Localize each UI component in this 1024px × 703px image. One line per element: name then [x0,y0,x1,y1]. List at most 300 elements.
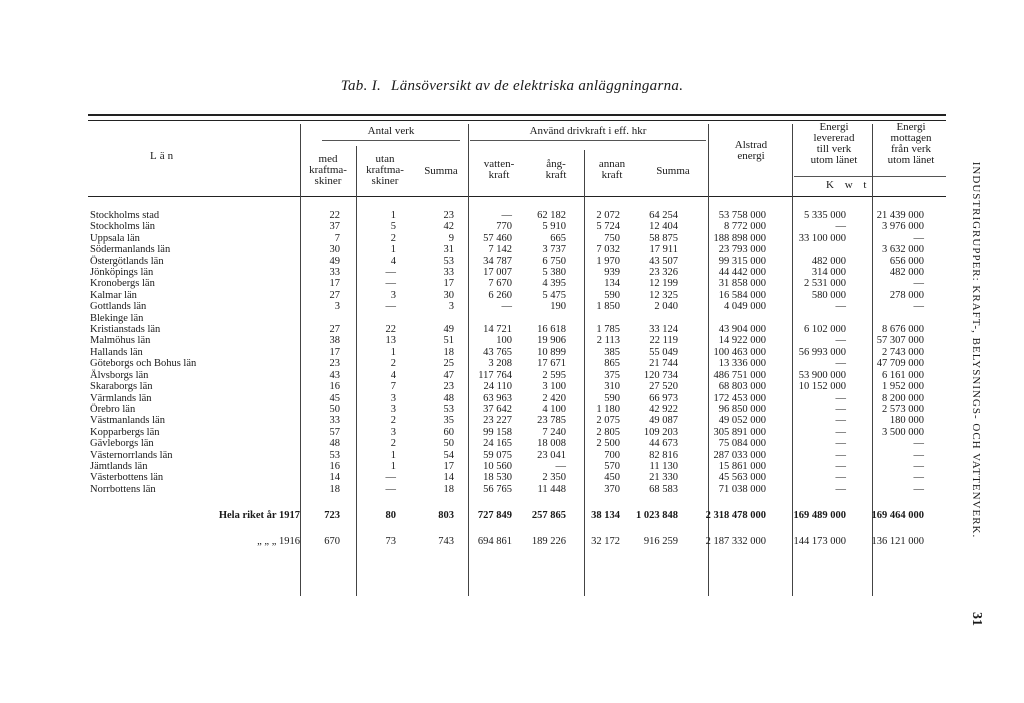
cell-mott: — [913,472,924,484]
cell-ang: 10 899 [537,346,566,358]
table-title [0,78,1024,95]
header-ang-1: ång- [546,158,566,170]
cell-ang: 2 420 [542,392,566,404]
cell-lev: 169 489 000 [793,509,846,521]
cell-utan: — [385,278,396,290]
cell-summa2: 11 130 [649,460,678,472]
cell-summa: 17 [443,278,454,290]
cell-lev: — [835,358,846,370]
county-name: Västernorrlands län [90,449,173,461]
table-row [90,427,924,438]
header-utan-3: skiner [371,175,399,187]
cell-alstrad: 96 850 000 [718,403,766,415]
cell-summa: 31 [443,244,454,256]
cell-vatten: 3 208 [488,358,512,370]
county-name: Kalmar län [90,289,137,301]
county-name: Kronobergs län [90,278,155,290]
cell-lev: — [835,483,846,495]
county-name: Jämtlands län [90,460,148,472]
cell-alstrad: 31 858 000 [718,278,766,290]
header-med-1: med [318,153,338,165]
cell-summa: 14 [443,472,454,484]
cell-mott: 8 200 000 [882,392,924,404]
cell-utan: 4 [390,369,396,381]
table-row [90,313,924,324]
cell-annan: 1 850 [596,301,620,313]
cell-lev: 580 000 [811,289,846,301]
cell-utan: 2 [390,358,396,370]
cell-med: 22 [329,210,340,221]
cell-annan: 1 785 [596,324,620,336]
header-mott-4: utom länet [887,154,935,166]
cell-lev: — [835,301,846,313]
cell-summa: 743 [438,535,454,547]
cell-alstrad: 16 584 000 [718,289,766,301]
cell-alstrad: 13 336 000 [718,358,766,370]
cell-med: 23 [329,358,340,370]
county-name: Hela riket år 1917 [218,509,300,521]
table-row [90,290,924,301]
cell-med: 45 [329,392,340,404]
header-summa-2: Summa [656,165,690,177]
cell-med: 27 [329,324,340,336]
cell-lev: — [835,438,846,450]
cell-summa2: 12 325 [649,289,678,301]
cell-mott: — [913,483,924,495]
cell-annan: 939 [604,267,620,279]
cell-alstrad: 14 922 000 [718,335,766,347]
header-mott-3: från verk [890,143,931,155]
county-name: Kristianstads län [90,324,161,336]
cell-med: 48 [329,438,340,450]
cell-annan: 590 [604,392,620,404]
cell-ang: 665 [550,232,566,244]
data-table [90,210,924,547]
county-name: „ „ „ 1916 [257,535,300,547]
cell-summa2: 82 816 [649,449,678,461]
cell-alstrad: 15 861 000 [718,460,766,472]
county-name: Örebro län [90,403,136,415]
cell-annan: 385 [604,346,620,358]
county-name: Kopparbergs län [90,426,160,438]
cell-utan: 3 [390,289,396,301]
cell-summa2: 916 259 [643,535,678,547]
header-antal-verk: Antal verk [367,125,415,137]
header-bottom-rule [88,196,946,197]
cell-alstrad: 188 898 000 [713,232,766,244]
cell-summa2: 43 507 [649,255,678,267]
top-rule-2 [88,120,946,121]
header-anvand-drivkraft: Använd drivkraft i eff. hkr [529,125,647,137]
cell-mott: 8 676 000 [882,324,924,336]
cell-lev: 10 152 000 [798,381,846,393]
cell-alstrad: 75 084 000 [718,438,766,450]
table-row [90,404,924,415]
table-row [90,301,924,312]
cell-summa: 53 [443,255,454,267]
header-lev-3: till verk [816,143,852,155]
cell-annan [566,313,620,324]
cell-annan: 2 075 [596,415,620,427]
cell-med: 43 [329,369,340,381]
cell-alstrad: 100 463 000 [713,346,766,358]
cell-alstrad: 8 772 000 [724,221,766,233]
cell-summa: 23 [443,381,454,393]
cell-annan: 1 970 [596,255,620,267]
header-lan: Län [150,150,177,162]
cell-annan: 38 134 [591,509,620,521]
cell-annan: 134 [604,278,620,290]
cell-utan: 1 [390,449,396,461]
header-med-2: kraftma- [309,164,347,176]
cell-vatten: — [501,210,512,221]
cell-lev: — [835,392,846,404]
cell-ang: 23 041 [537,449,566,461]
header-rule-unit [794,176,946,177]
cell-summa2: 23 326 [649,267,678,279]
cell-utan: 1 [390,460,396,472]
table-row [90,210,924,221]
table-row [90,472,924,483]
cell-alstrad: 305 891 000 [713,426,766,438]
table-row [90,461,924,472]
cell-summa2: 49 087 [649,415,678,427]
county-name: Uppsala län [90,232,140,244]
cell-mott: 3 632 000 [882,244,924,256]
cell-summa: 25 [443,358,454,370]
table-row [90,370,924,381]
cell-ang: 7 240 [542,426,566,438]
header-annan-2: kraft [601,169,623,181]
cell-med: 57 [329,426,340,438]
cell-vatten: — [501,301,512,313]
cell-summa2: 42 922 [649,403,678,415]
cell-utan: 7 [390,381,396,393]
cell-summa2 [620,313,678,324]
cell-summa2: 2 040 [654,301,678,313]
cell-ang [512,313,566,324]
cell-ang: 16 618 [537,324,566,336]
cell-med: 670 [324,535,340,547]
cell-alstrad: 44 442 000 [718,267,766,279]
cell-ang: 190 [550,301,566,313]
cell-annan: 700 [604,449,620,461]
county-name: Västmanlands län [90,415,165,427]
cell-summa2: 33 124 [649,324,678,336]
cell-annan: 310 [604,381,620,393]
cell-lev: 53 900 000 [798,369,846,381]
cell-summa: 23 [443,210,454,221]
cell-ang: 23 785 [537,415,566,427]
cell-mott: 47 709 000 [876,358,924,370]
cell-utan: 1 [390,346,396,358]
cell-med: 53 [329,449,340,461]
cell-mott: 3 500 000 [882,426,924,438]
cell-med: 49 [329,255,340,267]
cell-ang: 3 737 [542,244,566,256]
cell-summa [396,313,454,324]
cell-mott: 57 307 000 [876,335,924,347]
cell-lev: 2 531 000 [804,278,846,290]
header-alstrad-1: Alstrad [734,139,768,151]
county-name: Västerbottens län [90,472,164,484]
cell-summa: 51 [443,335,454,347]
county-name: Östergötlands län [90,255,164,267]
county-name: Älvsborgs län [90,369,149,381]
cell-alstrad: 287 033 000 [713,449,766,461]
cell-ang: 189 226 [531,535,566,547]
cell-mott: 656 000 [889,255,924,267]
cell-alstrad: 486 751 000 [713,369,766,381]
cell-utan: 5 [390,221,396,233]
table-row [90,324,924,335]
cell-med: 30 [329,244,340,256]
cell-utan: 73 [385,535,396,547]
cell-mott: 3 976 000 [882,221,924,233]
cell-ang: 18 008 [537,438,566,450]
table-row [90,358,924,369]
table-row [90,438,924,449]
header-annan-1: annan [598,158,626,170]
cell-annan: 7 032 [596,244,620,256]
cell-lev: — [835,426,846,438]
county-name: Gävleborgs län [90,438,154,450]
cell-summa: 9 [448,232,454,244]
header-med-3: skiner [314,175,342,187]
cell-mott: 1 952 000 [882,381,924,393]
cell-lev: 56 993 000 [798,346,846,358]
table-row [90,484,924,495]
cell-lev: — [835,335,846,347]
header-vattenkraft [470,159,528,181]
cell-annan: 32 172 [591,535,620,547]
cell-ang: — [555,460,566,472]
cell-summa: 60 [443,426,454,438]
cell-summa: 54 [443,449,454,461]
cell-ang: 4 395 [542,278,566,290]
cell-med: 33 [329,267,340,279]
cell-ang: 17 671 [537,358,566,370]
cell-alstrad: 45 563 000 [718,472,766,484]
cell-utan: 3 [390,403,396,415]
cell-summa: 33 [443,267,454,279]
cell-utan: 2 [390,415,396,427]
cell-vatten: 24 165 [483,438,512,450]
table-row [90,244,924,255]
table-row [90,335,924,346]
cell-summa: 35 [443,415,454,427]
cell-alstrad: 23 793 000 [718,244,766,256]
cell-annan: 1 180 [596,403,620,415]
cell-mott [846,313,924,324]
total-row [90,495,924,521]
cell-summa: 53 [443,403,454,415]
county-name: Jönköpings län [90,267,154,279]
county-name: Värmlands län [90,392,152,404]
cell-med: 18 [329,483,340,495]
cell-ang: 5 475 [542,289,566,301]
cell-ang: 5 910 [542,221,566,233]
cell-lev: — [835,221,846,233]
cell-summa: 18 [443,483,454,495]
county-name: Stockholms stad [90,210,160,221]
cell-lev: 6 102 000 [804,324,846,336]
cell-vatten: 56 765 [483,483,512,495]
cell-med [300,313,340,324]
header-alstrad-energi [710,140,792,162]
cell-mott: 136 121 000 [871,535,924,547]
header-lev-1: Energi [819,121,849,133]
cell-utan: 1 [390,244,396,256]
cell-med: 7 [334,232,340,244]
cell-vatten: 63 963 [483,392,512,404]
cell-summa2: 21 330 [649,472,678,484]
cell-vatten: 770 [496,221,512,233]
cell-alstrad: 2 187 332 000 [705,535,766,547]
cell-med: 17 [329,346,340,358]
cell-annan: 375 [604,369,620,381]
cell-vatten: 117 764 [478,369,512,381]
cell-ang: 11 448 [537,483,566,495]
header-lev-4: utom länet [810,154,858,166]
cell-vatten: 23 227 [483,415,512,427]
cell-summa: 50 [443,438,454,450]
cell-ang: 3 100 [542,381,566,393]
cell-vatten: 34 787 [483,255,512,267]
cell-utan: 2 [390,232,396,244]
cell-med: 723 [324,509,340,521]
cell-summa: 30 [443,289,454,301]
cell-summa: 49 [443,324,454,336]
cell-utan: — [385,472,396,484]
cell-ang: 4 100 [542,403,566,415]
header-mott-1: Energi [896,121,926,133]
cell-summa2: 55 049 [649,346,678,358]
cell-utan: — [385,267,396,279]
header-utan-kraftmaskiner [356,154,414,187]
cell-lev: — [835,472,846,484]
cell-mott: 21 439 000 [876,210,924,221]
cell-ang: 19 906 [537,335,566,347]
cell-mott: 180 000 [889,415,924,427]
header-lev-2: levererad [813,132,855,144]
cell-vatten: 10 560 [483,460,512,472]
cell-mott: 169 464 000 [871,509,924,521]
table-row [90,393,924,404]
cell-summa: 42 [443,221,454,233]
cell-mott: 6 161 000 [882,369,924,381]
cell-lev: — [835,449,846,461]
county-name: Göteborgs och Bohus län [90,358,197,370]
cell-summa2: 68 583 [649,483,678,495]
cell-alstrad: 49 052 000 [718,415,766,427]
cell-med: 3 [334,301,340,313]
cell-med: 27 [329,289,340,301]
cell-utan: 3 [390,392,396,404]
cell-lev: 144 173 000 [793,535,846,547]
cell-mott: — [913,301,924,313]
cell-summa: 47 [443,369,454,381]
cell-alstrad: 172 453 000 [713,392,766,404]
cell-vatten: 694 861 [477,535,512,547]
county-name: Södermanlands län [90,244,171,256]
cell-vatten: 7 670 [488,278,512,290]
cell-med: 37 [329,221,340,233]
cell-annan: 750 [604,232,620,244]
cell-ang: 5 380 [542,267,566,279]
cell-ang: 2 595 [542,369,566,381]
county-name: Skaraborgs län [90,381,153,393]
cell-annan: 865 [604,358,620,370]
cell-annan: 5 724 [596,221,620,233]
cell-ang: 257 865 [531,509,566,521]
cell-annan: 2 113 [596,335,620,347]
cell-vatten: 14 721 [483,324,512,336]
page-number [966,604,986,634]
header-annan-kraft [584,159,640,181]
header-summa: Summa [424,165,458,177]
header-rule-drivkraft [470,140,706,141]
cell-alstrad: 43 904 000 [718,324,766,336]
cell-lev: 33 100 000 [798,232,846,244]
header-energi-levererad [794,122,874,166]
cell-med: 33 [329,415,340,427]
cell-alstrad: 4 049 000 [724,301,766,313]
cell-summa: 17 [443,460,454,472]
cell-summa2: 44 673 [649,438,678,450]
cell-mott: 2 573 000 [882,403,924,415]
table-row [90,278,924,289]
cell-summa2: 1 023 848 [636,509,678,521]
cell-utan: 4 [390,255,396,267]
table-caption: Länsöversikt av de elektriska anläggningarna. [391,78,684,94]
cell-annan: 570 [604,460,620,472]
cell-med: 38 [329,335,340,347]
cell-alstrad: 53 758 000 [718,210,766,221]
cell-med: 17 [329,278,340,290]
side-heading-text: INDUSTRIGRUPPER: KRAFT-, BELYSNINGS- OCH VATTENVERK. [970,161,982,539]
table-label: Tab. I. [340,78,382,94]
cell-summa2: 12 199 [649,278,678,290]
cell-vatten: 57 460 [483,232,512,244]
cell-annan: 450 [604,472,620,484]
cell-alstrad: 2 318 478 000 [705,509,766,521]
top-rule [88,114,946,116]
cell-annan: 2 805 [596,426,620,438]
table-row [90,267,924,278]
cell-summa2: 17 911 [649,244,678,256]
table-row [90,415,924,426]
table-row [90,347,924,358]
cell-utan: — [385,301,396,313]
cell-lev [766,244,846,255]
cell-utan: 22 [385,324,396,336]
cell-utan [340,313,396,324]
cell-mott: — [913,449,924,461]
cell-summa2: 21 744 [649,358,678,370]
cell-mott: — [913,460,924,472]
cell-vatten: 727 849 [477,509,512,521]
cell-med: 50 [329,403,340,415]
cell-vatten: 37 642 [483,403,512,415]
cell-utan: 3 [390,426,396,438]
data-rows [90,210,924,547]
county-name: Norrbottens län [90,483,156,495]
header-med-kraftmaskiner [300,154,356,187]
cell-alstrad: 68 803 000 [718,381,766,393]
cell-summa: 18 [443,346,454,358]
previous-year-row [90,521,924,547]
